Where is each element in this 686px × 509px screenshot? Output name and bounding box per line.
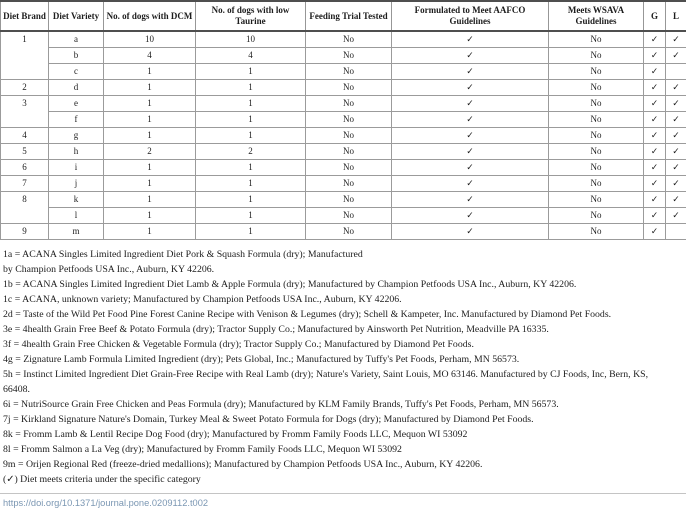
cell-wsava: No: [549, 64, 644, 80]
table-row: [1, 48, 686, 64]
cell-variety: g: [49, 128, 104, 144]
footnote-line: 3f = 4health Grain Free Chicken & Vegetable Formula (dry); Tractor Supply Co.; Manufactured by Diamond Pet Foods.: [3, 339, 474, 350]
cell-l: [666, 64, 686, 80]
footnote-line: 2d = Taste of the Wild Pet Food Pine Forest Canine Recipe with Venison & Legumes (dry); Schell & Kampeter, Inc. Manufactured by Diamond Pet Foods.: [3, 309, 612, 320]
table-row: [1, 64, 686, 80]
footer-divider: [0, 493, 686, 494]
cell-variety: b: [49, 48, 104, 64]
cell-dcm: 1: [104, 128, 196, 144]
cell-feeding-trial: No: [306, 192, 392, 208]
column-header-7: G: [644, 1, 666, 31]
cell-l: ✓: [666, 128, 686, 144]
column-header-3: No. of dogs with low Taurine: [196, 1, 306, 31]
cell-feeding-trial: No: [306, 96, 392, 112]
cell-aafco: ✓: [392, 128, 549, 144]
table-row: [1, 224, 686, 240]
cell-aafco: ✓: [392, 208, 549, 224]
cell-low-taurine: 1: [196, 96, 306, 112]
cell-aafco: ✓: [392, 112, 549, 128]
cell-feeding-trial: No: [306, 31, 392, 48]
footnote-line: 7j = Kirkland Signature Nature's Domain, Turkey Meal & Sweet Potato Formula for Dogs (dry); Manufactured by Diamond Pet Foods.: [3, 414, 534, 425]
footnote-line: 1a = ACANA Singles Limited Ingredient Diet Pork & Squash Formula (dry); Manufactured: [3, 249, 363, 260]
cell-aafco: ✓: [392, 224, 549, 240]
cell-diet-brand: 6: [1, 160, 49, 176]
cell-aafco: ✓: [392, 80, 549, 96]
cell-aafco: ✓: [392, 144, 549, 160]
cell-g: ✓: [644, 176, 666, 192]
cell-feeding-trial: No: [306, 208, 392, 224]
cell-variety: m: [49, 224, 104, 240]
footnote-line: 1b = ACANA Singles Limited Ingredient Diet Lamb & Apple Formula (dry); Manufactured by Champion Petfoods USA Inc., Auburn, KY 42206.: [3, 279, 577, 290]
cell-l: ✓: [666, 192, 686, 208]
cell-feeding-trial: No: [306, 112, 392, 128]
doi-link[interactable]: https://doi.org/10.1371/journal.pone.0209112.t002: [3, 498, 209, 508]
cell-variety: f: [49, 112, 104, 128]
cell-l: ✓: [666, 48, 686, 64]
cell-dcm: 1: [104, 208, 196, 224]
cell-low-taurine: 1: [196, 64, 306, 80]
table-row: [1, 96, 686, 112]
cell-feeding-trial: No: [306, 224, 392, 240]
cell-dcm: 4: [104, 48, 196, 64]
cell-aafco: ✓: [392, 64, 549, 80]
cell-variety: j: [49, 176, 104, 192]
cell-feeding-trial: No: [306, 144, 392, 160]
cell-feeding-trial: No: [306, 64, 392, 80]
cell-dcm: 1: [104, 96, 196, 112]
cell-low-taurine: 2: [196, 144, 306, 160]
column-header-1: Diet Variety: [49, 1, 104, 31]
column-header-8: L: [666, 1, 686, 31]
cell-aafco: ✓: [392, 192, 549, 208]
cell-low-taurine: 1: [196, 80, 306, 96]
cell-aafco: ✓: [392, 48, 549, 64]
cell-low-taurine: 10: [196, 31, 306, 48]
cell-l: ✓: [666, 31, 686, 48]
footnote-line: 1c = ACANA, unknown variety; Manufactured by Champion Petfoods USA Inc., Auburn, KY 42206.: [3, 294, 402, 305]
cell-low-taurine: 1: [196, 112, 306, 128]
cell-wsava: No: [549, 48, 644, 64]
cell-low-taurine: 1: [196, 192, 306, 208]
cell-variety: h: [49, 144, 104, 160]
cell-aafco: ✓: [392, 31, 549, 48]
footnote-line: 4g = Zignature Lamb Formula Limited Ingredient (dry); Pets Global, Inc.; Manufactured by Tuffy's Pet Foods, Perham, MN 56573.: [3, 354, 520, 365]
cell-wsava: No: [549, 80, 644, 96]
cell-l: ✓: [666, 208, 686, 224]
table-header: [1, 1, 686, 31]
cell-dcm: 1: [104, 160, 196, 176]
table-row: [1, 208, 686, 224]
cell-dcm: 2: [104, 144, 196, 160]
column-header-4: Feeding Trial Tested: [306, 1, 392, 31]
footnote-line: 5h = Instinct Limited Ingredient Diet Grain-Free Recipe with Real Lamb (dry); Nature's Variety, Saint Louis, MO 63146. Manufactured by CJ Foods, Inc, Bern, KS,: [3, 369, 649, 380]
cell-diet-brand: 1: [1, 31, 49, 80]
cell-wsava: No: [549, 208, 644, 224]
cell-variety: a: [49, 31, 104, 48]
cell-feeding-trial: No: [306, 80, 392, 96]
cell-dcm: 1: [104, 224, 196, 240]
cell-g: ✓: [644, 112, 666, 128]
table-body: [1, 31, 686, 240]
cell-dcm: 10: [104, 31, 196, 48]
cell-wsava: No: [549, 160, 644, 176]
cell-l: [666, 224, 686, 240]
cell-g: ✓: [644, 160, 666, 176]
diet-dcm-table: [0, 0, 686, 240]
cell-l: ✓: [666, 160, 686, 176]
cell-g: ✓: [644, 144, 666, 160]
cell-wsava: No: [549, 176, 644, 192]
cell-diet-brand: 9: [1, 224, 49, 240]
footnote-line: 66408.: [3, 384, 30, 395]
table-row: [1, 192, 686, 208]
cell-diet-brand: 8: [1, 192, 49, 224]
cell-l: ✓: [666, 176, 686, 192]
footnote-line: 6i = NutriSource Grain Free Chicken and Peas Formula (dry); Manufactured by KLM Family Brands, Tuffy's Pet Foods, Perham, MN 56573.: [3, 399, 559, 410]
cell-wsava: No: [549, 144, 644, 160]
column-header-5: Formulated to Meet AAFCO Guidelines: [392, 1, 549, 31]
column-header-6: Meets WSAVA Guidelines: [549, 1, 644, 31]
table-row: [1, 112, 686, 128]
cell-g: ✓: [644, 192, 666, 208]
cell-low-taurine: 4: [196, 48, 306, 64]
cell-low-taurine: 1: [196, 160, 306, 176]
cell-l: ✓: [666, 112, 686, 128]
footnotes: [3, 247, 686, 487]
cell-diet-brand: 3: [1, 96, 49, 128]
cell-dcm: 1: [104, 176, 196, 192]
footnote-line: 9m = Orijen Regional Red (freeze-dried medallions); Manufactured by Champion Petfoods USA Inc., Auburn, KY 42206.: [3, 459, 483, 470]
table-row: [1, 176, 686, 192]
cell-wsava: No: [549, 128, 644, 144]
footnote-line: 8k = Fromm Lamb & Lentil Recipe Dog Food (dry); Manufactured by Fromm Family Foods LLC, Mequon WI 53092: [3, 429, 468, 440]
table-row: [1, 31, 686, 48]
cell-diet-brand: 7: [1, 176, 49, 192]
cell-aafco: ✓: [392, 96, 549, 112]
cell-feeding-trial: No: [306, 48, 392, 64]
cell-feeding-trial: No: [306, 128, 392, 144]
cell-dcm: 1: [104, 192, 196, 208]
footnote-line: by Champion Petfoods USA Inc., Auburn, KY 42206.: [3, 264, 215, 275]
cell-variety: i: [49, 160, 104, 176]
cell-variety: l: [49, 208, 104, 224]
cell-l: ✓: [666, 144, 686, 160]
cell-g: ✓: [644, 224, 666, 240]
cell-wsava: No: [549, 112, 644, 128]
cell-variety: c: [49, 64, 104, 80]
cell-variety: k: [49, 192, 104, 208]
cell-diet-brand: 4: [1, 128, 49, 144]
cell-wsava: No: [549, 31, 644, 48]
cell-dcm: 1: [104, 112, 196, 128]
cell-wsava: No: [549, 192, 644, 208]
cell-g: ✓: [644, 128, 666, 144]
cell-g: ✓: [644, 48, 666, 64]
footnote-line: 8l = Fromm Salmon a La Veg (dry); Manufactured by Fromm Family Foods LLC, Mequon WI 53092: [3, 444, 402, 455]
cell-g: ✓: [644, 80, 666, 96]
column-header-2: No. of dogs with DCM: [104, 1, 196, 31]
cell-low-taurine: 1: [196, 224, 306, 240]
cell-variety: d: [49, 80, 104, 96]
cell-low-taurine: 1: [196, 208, 306, 224]
cell-diet-brand: 2: [1, 80, 49, 96]
header-row: [1, 1, 686, 31]
cell-low-taurine: 1: [196, 128, 306, 144]
cell-wsava: No: [549, 96, 644, 112]
cell-g: ✓: [644, 96, 666, 112]
column-header-0: Diet Brand: [1, 1, 49, 31]
cell-feeding-trial: No: [306, 176, 392, 192]
cell-wsava: No: [549, 224, 644, 240]
cell-dcm: 1: [104, 80, 196, 96]
cell-diet-brand: 5: [1, 144, 49, 160]
footnote-line: (✓) Diet meets criteria under the specific category: [3, 474, 201, 485]
cell-l: ✓: [666, 80, 686, 96]
cell-variety: e: [49, 96, 104, 112]
cell-aafco: ✓: [392, 176, 549, 192]
cell-g: ✓: [644, 64, 666, 80]
cell-g: ✓: [644, 208, 666, 224]
cell-feeding-trial: No: [306, 160, 392, 176]
table-row: [1, 80, 686, 96]
footnote-line: 3e = 4health Grain Free Beef & Potato Formula (dry); Tractor Supply Co.; Manufactured by Ainsworth Pet Nutrition, Meadville PA 16335.: [3, 324, 549, 335]
cell-low-taurine: 1: [196, 176, 306, 192]
table-row: [1, 128, 686, 144]
table-row: [1, 160, 686, 176]
cell-l: ✓: [666, 96, 686, 112]
table-row: [1, 144, 686, 160]
cell-aafco: ✓: [392, 160, 549, 176]
cell-g: ✓: [644, 31, 666, 48]
cell-dcm: 1: [104, 64, 196, 80]
